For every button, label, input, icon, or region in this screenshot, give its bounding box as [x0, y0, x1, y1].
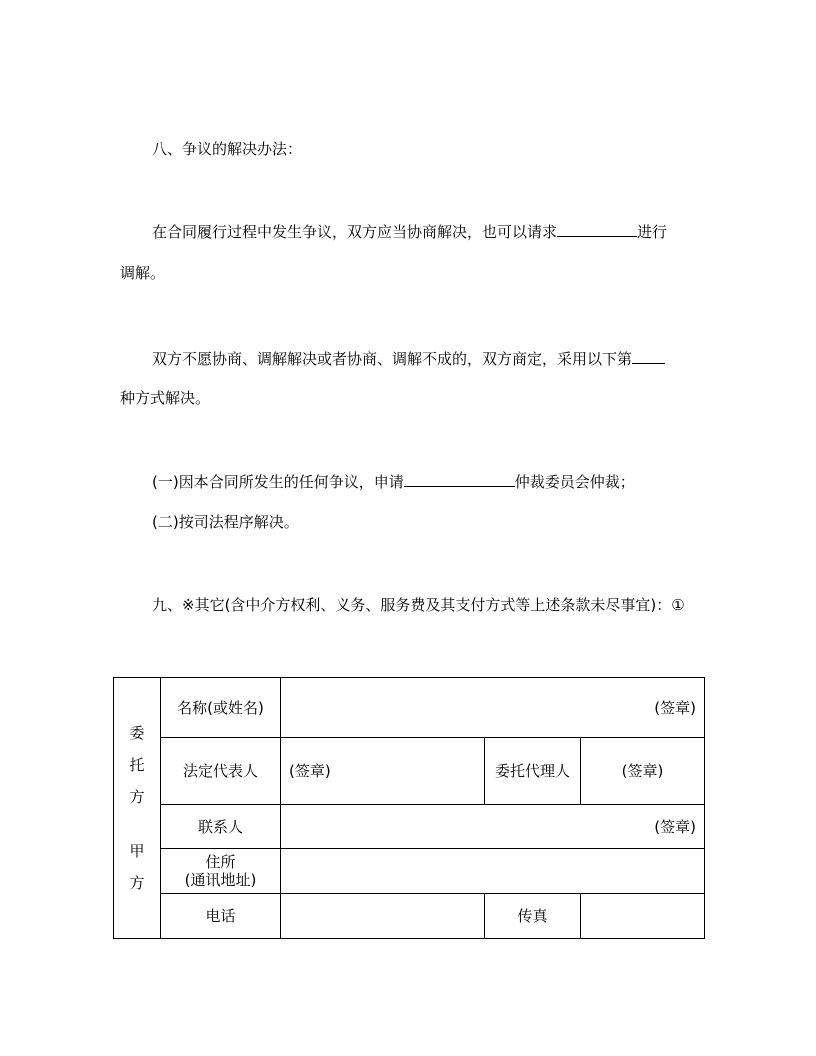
agent-field[interactable]	[581, 738, 705, 805]
contact-field[interactable]	[281, 805, 705, 849]
method-number-blank[interactable]	[632, 347, 665, 364]
paragraph-2-line-1	[152, 347, 665, 369]
party-char-4: 甲	[129, 842, 145, 860]
paragraph-1-text-b: 进行	[637, 223, 668, 241]
option-1-text-a: (一)因本合同所发生的任何争议，申请	[152, 473, 404, 491]
contact-sign-label: (签章)	[654, 817, 696, 836]
legal-rep-field[interactable]	[281, 738, 485, 805]
agent-sign-label: (签章)	[621, 762, 664, 780]
arbitration-commission-blank[interactable]	[404, 470, 515, 487]
phone-field[interactable]	[281, 894, 485, 939]
contact-label: 联系人	[161, 805, 281, 849]
party-a-info-table	[113, 677, 705, 939]
name-sign-label: (签章)	[654, 698, 696, 717]
mediator-blank[interactable]	[557, 220, 637, 237]
paragraph-1-line-2: 调解。	[120, 264, 166, 282]
party-a-label	[114, 678, 161, 939]
name-row	[114, 678, 705, 738]
paragraph-2-text-a: 双方不愿协商、调解解决或者协商、调解不成的，双方商定，采用以下第	[152, 350, 633, 368]
option-2: (二)按司法程序解决。	[152, 513, 299, 531]
option-1	[152, 470, 635, 492]
address-label-line-1: 住所	[205, 853, 236, 871]
fax-field[interactable]	[581, 894, 705, 939]
agent-label: 委托代理人	[485, 738, 581, 805]
legal-rep-label: 法定代表人	[161, 738, 281, 805]
paragraph-1-line-1	[152, 220, 667, 242]
address-label-line-2: (通讯地址)	[184, 871, 257, 889]
address-row	[114, 849, 705, 894]
phone-label: 电话	[161, 894, 281, 939]
contact-row	[114, 805, 705, 849]
section8-heading: 八、争议的解决办法：	[152, 140, 303, 158]
legal-rep-sign-label: (签章)	[289, 762, 331, 780]
fax-label: 传真	[485, 894, 581, 939]
party-char-2: 托	[129, 756, 145, 774]
address-label	[161, 849, 281, 894]
legal-rep-row	[114, 738, 705, 805]
paragraph-1-text-a: 在合同履行过程中发生争议，双方应当协商解决，也可以请求	[152, 223, 558, 241]
party-char-5: 方	[129, 874, 145, 892]
party-char-1: 委	[129, 724, 145, 742]
section9-heading: 九、※其它(含中介方权利、义务、服务费及其支付方式等上述条款未尽事宜)：①	[152, 596, 685, 614]
phone-fax-row	[114, 894, 705, 939]
name-field[interactable]	[281, 678, 705, 738]
option-1-text-b: 仲裁委员会仲裁；	[514, 473, 635, 491]
party-char-3: 方	[129, 788, 145, 806]
paragraph-2-line-2: 种方式解决。	[120, 389, 211, 407]
name-label: 名称(或姓名)	[161, 678, 281, 738]
address-field[interactable]	[281, 849, 705, 894]
